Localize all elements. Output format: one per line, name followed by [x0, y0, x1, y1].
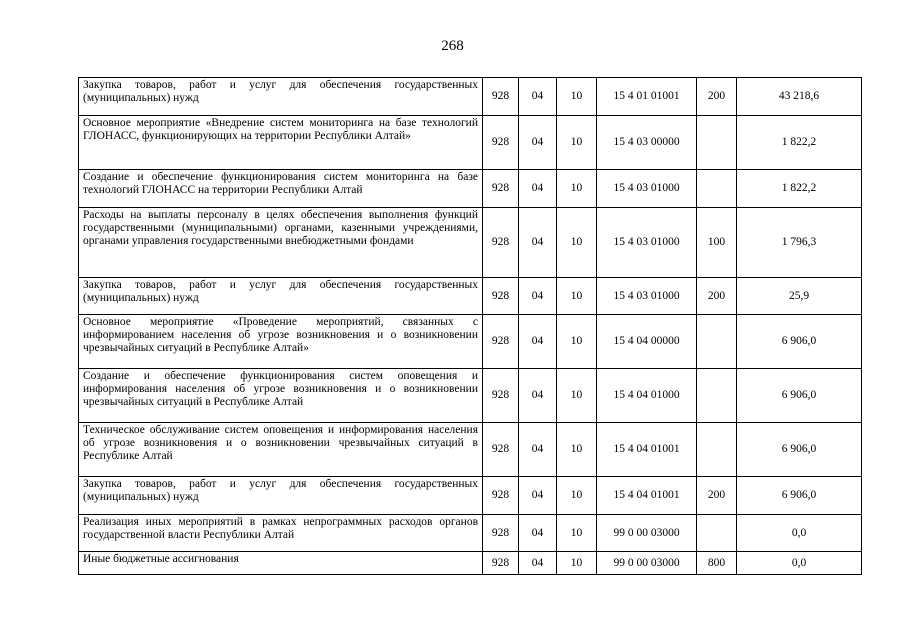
expense-type-code	[697, 116, 737, 170]
grbs-code: 928	[483, 369, 519, 423]
subsection-code: 10	[557, 515, 597, 552]
row-description: Иные бюджетные ассигнования	[79, 552, 483, 575]
target-article-code: 15 4 03 00000	[597, 116, 697, 170]
section-code: 04	[519, 423, 557, 477]
section-code: 04	[519, 552, 557, 575]
table-row	[79, 477, 862, 515]
section-code: 04	[519, 515, 557, 552]
table-row	[79, 116, 862, 170]
section-code: 04	[519, 315, 557, 369]
row-description: Закупка товаров, работ и услуг для обеспечения государственных (муниципальных) нужд	[79, 78, 483, 116]
table-row	[79, 170, 862, 208]
expense-type-code	[697, 423, 737, 477]
subsection-code: 10	[557, 552, 597, 575]
target-article-code: 15 4 04 01001	[597, 477, 697, 515]
amount: 6 906,0	[737, 369, 862, 423]
table-row	[79, 315, 862, 369]
section-code: 04	[519, 278, 557, 315]
grbs-code: 928	[483, 116, 519, 170]
target-article-code: 99 0 00 03000	[597, 515, 697, 552]
amount: 1 822,2	[737, 116, 862, 170]
expense-type-code: 200	[697, 78, 737, 116]
row-description: Закупка товаров, работ и услуг для обеспечения государственных (муниципальных) нужд	[79, 477, 483, 515]
section-code: 04	[519, 170, 557, 208]
amount: 6 906,0	[737, 477, 862, 515]
amount: 0,0	[737, 515, 862, 552]
subsection-code: 10	[557, 78, 597, 116]
target-article-code: 15 4 01 01001	[597, 78, 697, 116]
grbs-code: 928	[483, 477, 519, 515]
amount: 1 822,2	[737, 170, 862, 208]
expense-type-code	[697, 170, 737, 208]
row-description: Создание и обеспечение функционирования систем оповещения и информирования населения об угрозе возникновения и о возникновении чрезвычайных ситуаций в Республике Алтай	[79, 369, 483, 423]
amount: 43 218,6	[737, 78, 862, 116]
target-article-code: 15 4 04 00000	[597, 315, 697, 369]
grbs-code: 928	[483, 78, 519, 116]
subsection-code: 10	[557, 369, 597, 423]
target-article-code: 15 4 03 01000	[597, 170, 697, 208]
section-code: 04	[519, 116, 557, 170]
budget-table	[78, 77, 862, 575]
row-description: Закупка товаров, работ и услуг для обеспечения государственных (муниципальных) нужд	[79, 278, 483, 315]
table-row	[79, 423, 862, 477]
subsection-code: 10	[557, 278, 597, 315]
row-description: Расходы на выплаты персоналу в целях обеспечения выполнения функций государственными (муниципальными) органами, казенными учреждениями, органами управления государственными внебюджетными фондами	[79, 208, 483, 278]
amount: 0,0	[737, 552, 862, 575]
subsection-code: 10	[557, 423, 597, 477]
subsection-code: 10	[557, 170, 597, 208]
row-description: Основное мероприятие «Проведение мероприятий, связанных с информированием населения об угрозе возникновения и о возникновении чрезвычайных ситуаций в Республике Алтай»	[79, 315, 483, 369]
amount: 1 796,3	[737, 208, 862, 278]
amount: 25,9	[737, 278, 862, 315]
table-row	[79, 208, 862, 278]
grbs-code: 928	[483, 278, 519, 315]
grbs-code: 928	[483, 552, 519, 575]
section-code: 04	[519, 369, 557, 423]
grbs-code: 928	[483, 423, 519, 477]
target-article-code: 15 4 03 01000	[597, 278, 697, 315]
grbs-code: 928	[483, 170, 519, 208]
expense-type-code	[697, 369, 737, 423]
row-description: Создание и обеспечение функционирования систем мониторинга на базе технологий ГЛОНАСС на территории Республики Алтай	[79, 170, 483, 208]
row-description: Реализация иных мероприятий в рамках непрограммных расходов органов государственной власти Республики Алтай	[79, 515, 483, 552]
grbs-code: 928	[483, 208, 519, 278]
section-code: 04	[519, 78, 557, 116]
target-article-code: 99 0 00 03000	[597, 552, 697, 575]
expense-type-code	[697, 515, 737, 552]
table-row	[79, 552, 862, 575]
subsection-code: 10	[557, 315, 597, 369]
row-description: Основное мероприятие «Внедрение систем мониторинга на базе технологий ГЛОНАСС, функционирующих на территории Республики Алтай»	[79, 116, 483, 170]
table-row	[79, 369, 862, 423]
amount: 6 906,0	[737, 315, 862, 369]
table-row	[79, 278, 862, 315]
subsection-code: 10	[557, 116, 597, 170]
expense-type-code: 100	[697, 208, 737, 278]
page-number: 268	[441, 38, 464, 54]
table-row	[79, 78, 862, 116]
amount: 6 906,0	[737, 423, 862, 477]
expense-type-code	[697, 315, 737, 369]
grbs-code: 928	[483, 315, 519, 369]
target-article-code: 15 4 04 01000	[597, 369, 697, 423]
expense-type-code: 200	[697, 278, 737, 315]
subsection-code: 10	[557, 477, 597, 515]
grbs-code: 928	[483, 515, 519, 552]
expense-type-code: 800	[697, 552, 737, 575]
section-code: 04	[519, 477, 557, 515]
target-article-code: 15 4 03 01000	[597, 208, 697, 278]
expense-type-code: 200	[697, 477, 737, 515]
target-article-code: 15 4 04 01001	[597, 423, 697, 477]
row-description: Техническое обслуживание систем оповещения и информирования населения об угрозе возникновения и о возникновении чрезвычайных ситуаций в Республике Алтай	[79, 423, 483, 477]
table-row	[79, 515, 862, 552]
section-code: 04	[519, 208, 557, 278]
subsection-code: 10	[557, 208, 597, 278]
